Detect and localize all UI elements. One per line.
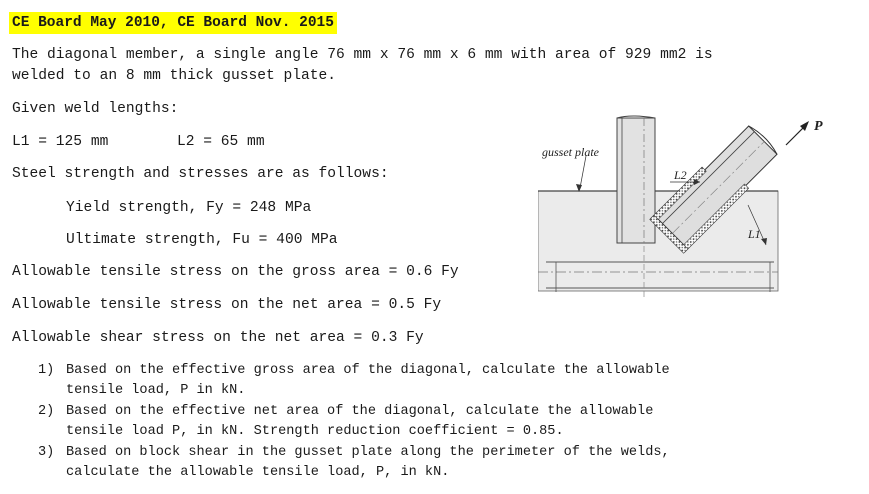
problem-1-line-1: Based on the effective gross area of the diagonal, calculate the allowable [66, 363, 670, 378]
allowable-net: Allowable tensile stress on the net area = 0.5 Fy [12, 297, 442, 313]
problem-2-number: 2) [38, 404, 55, 419]
problem-3-line-2: calculate the allowable tensile load, P, in kN. [66, 465, 450, 480]
weld-l2: L2 = 65 mm [177, 134, 265, 150]
page-title: CE Board May 2010, CE Board Nov. 2015 [9, 12, 337, 34]
ultimate-strength: Ultimate strength, Fu = 400 MPa [66, 232, 338, 248]
gusset-plate-body [538, 191, 778, 291]
steel-label: Steel strength and stresses are as follows: [12, 166, 389, 182]
l2-label: L2 [674, 168, 687, 182]
allowable-gross: Allowable tensile stress on the gross area = 0.6 Fy [12, 264, 459, 280]
intro-line-2: welded to an 8 mm thick gusset plate. [12, 68, 337, 84]
allowable-shear: Allowable shear stress on the net area = 0.3 Fy [12, 330, 424, 346]
weld-l1: L1 = 125 mm [12, 134, 109, 150]
problem-3-number: 3) [38, 445, 55, 460]
gusset-weld-diagram [538, 110, 838, 310]
problem-3-line-1: Based on block shear in the gusset plate along the perimeter of the welds, [66, 445, 670, 460]
problem-2-line-2: tensile load P, in kN. Strength reduction coefficient = 0.85. [66, 424, 564, 439]
l1-label: L1 [748, 227, 761, 241]
problem-1-number: 1) [38, 363, 55, 378]
vertical-member [617, 118, 655, 243]
yield-strength: Yield strength, Fy = 248 MPa [66, 200, 312, 216]
gusset-plate-label: gusset plate [542, 145, 599, 159]
intro-line-1: The diagonal member, a single angle 76 mm x 76 mm x 6 mm with area of 929 mm2 is [12, 47, 713, 63]
given-weld-label: Given weld lengths: [12, 101, 179, 117]
problem-1-line-2: tensile load, P in kN. [66, 383, 246, 398]
p-label: P [814, 119, 823, 134]
problem-2-line-1: Based on the effective net area of the diagonal, calculate the allowable [66, 404, 654, 419]
